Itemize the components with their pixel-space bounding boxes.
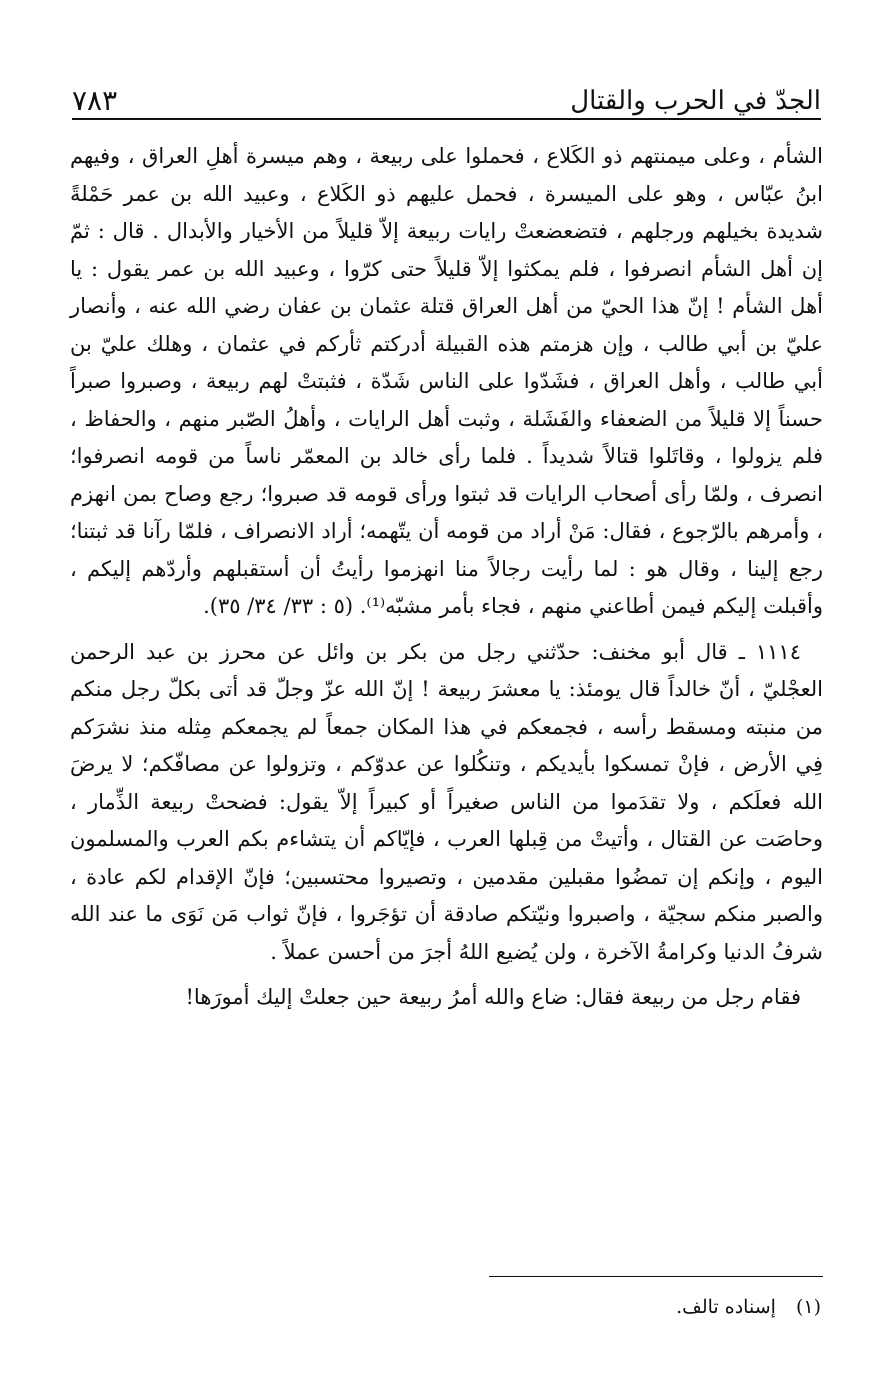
paragraph-report-1114: ١١١٤ ـ قال أبو مخنف: حدّثني رجل من بكر بن وائل عن محرز بن عبد الرحمن العجْليّ ، أنّ خالداً قال يومئذ: يا معشرَ ربيعة ! إنّ الله عزّ وجلّ قد أتى بكلّ رجل منكم من منبته ومسقط رأسه ، فجمعكم في هذا المكان جمعاً لم يجمعكم مِثله منذ نشرَكم فِي الأرض ، فإنْ تمسكوا بأيديكم ، وتنكُلوا عن عدوّكم ، وتزولوا عن مصافّكم؛ لا يرضَ الله فعلَكم ، ولا تقدَموا من الناس صغيراً أو كبيراً إلاّ يقول: فضحتْ ربيعة الذِّمار ، وحاصَت عن القتال ، وأتيتْ من قِبلها العرب ، فإيّاكم أن يتشاءم بكم العرب والمسلمون اليوم ، وإنكم إن تمضُوا مقبلين مقدمين ، وتصيروا محتسبين؛ فإنّ الإقدام لكم عادة ، والصبر منكم سجيّة ، واصبروا ونيّتكم صادقة أن تؤجَروا ، فإنّ ثواب مَن نَوَى ما عند الله شرفُ الدنيا وكرامةُ الآخرة ، ولن يُضيع اللهُ أجرَ من أحسن عملاً .	[70, 639, 823, 964]
paragraph-reply: فقام رجل من ربيعة فقال: ضاع والله أمرُ ربيعة حين جعلتْ إليك أمورَها!	[185, 985, 801, 1009]
main-text	[70, 138, 823, 1017]
footnote-marker: (١)	[795, 1296, 821, 1318]
footnote-text: إسناده تالف.	[676, 1296, 776, 1318]
page-number: ٧٨٣	[72, 84, 118, 117]
paragraph-narrative: الشأم ، وعلى ميمنتهم ذو الكَلاع ، فحملوا على ربيعة ، وهم ميسرة أهلِ العراق ، وفيهم ابنُ عبّاس ، وهو على الميسرة ، فحمل عليهم ذو الكَلاع ، وعبيد الله بن عمر حَمْلةً شديدة بخيلهم ورجلهم ، فتضعضعتْ رايات ربيعة إلاّ قليلاً من الأخيار والأبدال . قال : ثمّ إن أهل الشأم انصرفوا ، فلم يمكثوا إلاّ قليلاً حتى كرّوا ، وعبيد الله بن عمر يقول : يا أهل الشأم ! إنّ هذا الحيّ من أهل العراق قتلة عثمان بن عفان رضي الله عنه ، وأنصار عليّ بن أبي طالب ، وإن هزمتم هذه القبيلة أدركتم ثأركم في عثمان ، وهلك عليّ بن أبي طالب ، وأهل العراق ، فشَدّوا على الناس شَدّة ، فثبتتْ لهم ربيعة ، وصبروا صبراً حسناً إلا قليلاً من الضعفاء والفَشَلة ، وثبت أهل الرايات ، وأهلُ الصّبر منهم ، والحفاظ ، فلم يزولوا ، وقاتَلوا قتالاً شديداً . فلما رأى خالد بن المعمّر ناساً من قومه انصرفوا؛ انصرف ، ولمّا رأى أصحاب الرايات قد ثبتوا ورأى قومه قد صبروا؛ رجع وصاح بمن انهزم ، وأمرهم بالرّجوع ، فقال: مَنْ أراد من قومه أن يتّهمه؛ أراد الانصراف ، فلمّا رآنا قد ثبتنا؛ رجع إلينا ، وقال هو : لما رأيت رجالاً منا انهزموا رأيتُ أن أستقبلهم وأردّهم إليكم ، وأقبلت إليكم فيمن أطاعني منهم ، فجاء بأمر مشبّه⁽¹⁾. (٥ : ٣٣/ ٣٤/ ٣٥).	[70, 144, 823, 618]
footnote-divider	[489, 1276, 823, 1277]
running-title: الجدّ في الحرب والقتال	[570, 86, 821, 116]
page-header	[72, 76, 821, 120]
footnote	[70, 1292, 821, 1322]
